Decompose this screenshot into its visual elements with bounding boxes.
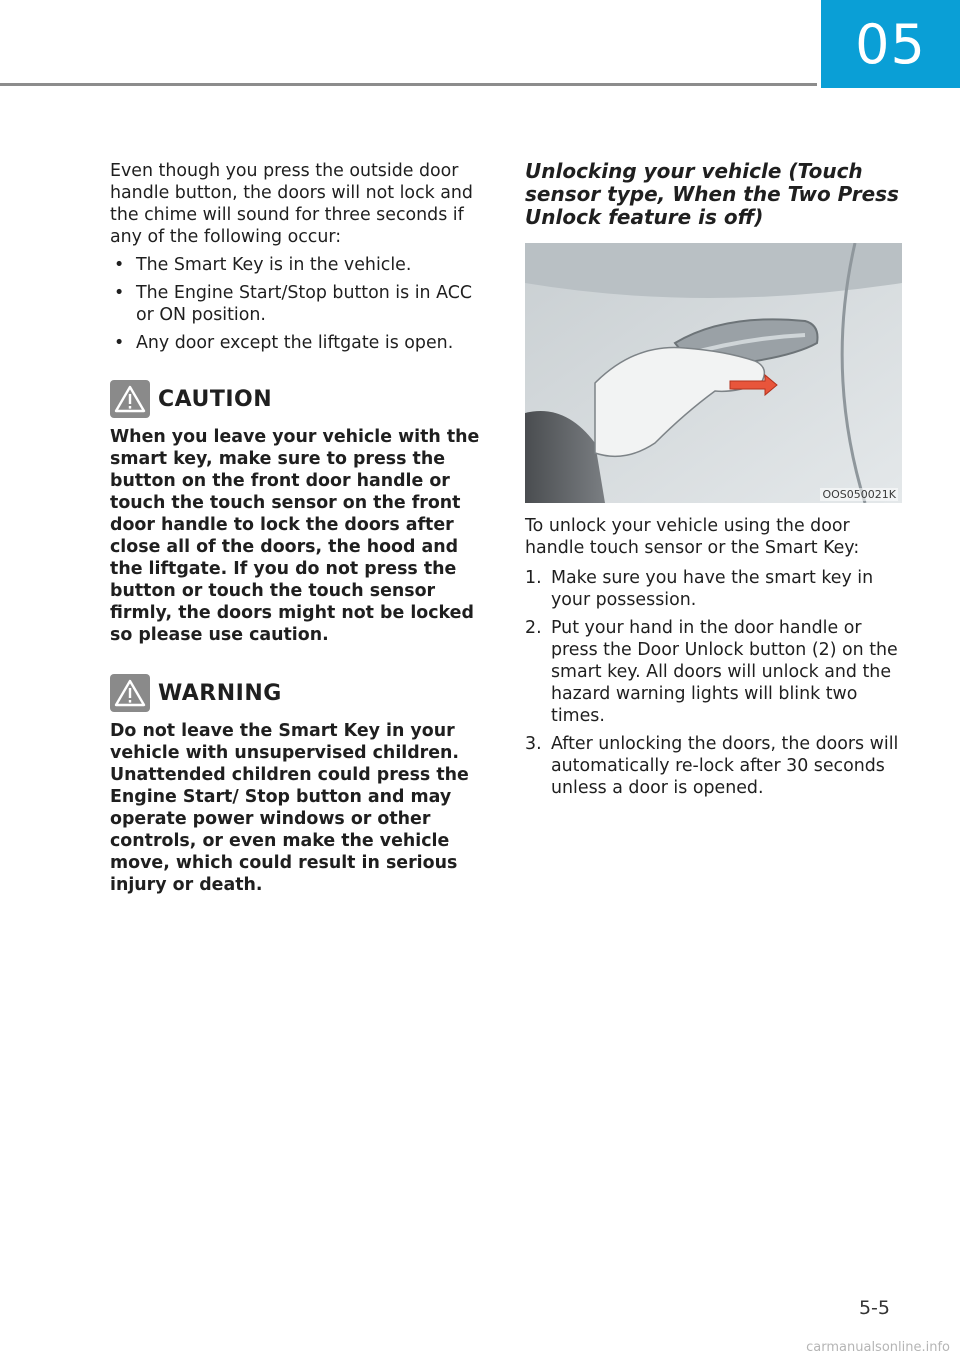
figure-code: OOS050021K <box>822 488 896 501</box>
bullet-icon: • <box>114 283 125 303</box>
bullet-icon: • <box>114 333 125 353</box>
warning-title: WARNING <box>158 680 282 706</box>
right-intro-paragraph: To unlock your vehicle using the door handle touch sensor or the Smart Key: <box>525 516 860 558</box>
watermark: carmanualsonline.info <box>806 1340 950 1355</box>
warning-text: Do not leave the Smart Key in your vehicle with unsupervised children. Unattended children could press the Engine Start/ Stop button and may operate power windows or other controls, or even make the vehicle move, which could result in serious injury or death. <box>110 721 469 895</box>
unlock-steps <box>525 567 905 799</box>
list-item: 1. Make sure you have the smart key in your possession. <box>525 568 874 610</box>
list-item: 2. Put your hand in the door handle or press the Door Unlock button (2) on the smart key. All doors will unlock and the hazard warning lights will blink two times. <box>525 618 898 726</box>
caution-text: When you leave your vehicle with the smart key, make sure to press the button on the front door handle or touch the touch sensor on the front door handle to lock the doors after close all of the doors, the hood and the liftgate. If you do not press the button or touch the touch sensor firmly, the doors might not be locked so please use caution. <box>110 427 480 645</box>
warning-triangle-icon <box>110 674 150 712</box>
caution-header <box>110 380 490 418</box>
warning-triangle-icon <box>110 380 150 418</box>
header-rule <box>0 83 817 86</box>
left-column <box>110 160 490 896</box>
right-column <box>525 160 905 805</box>
page-number: 5-5 <box>858 1297 890 1319</box>
condition-list <box>110 254 490 354</box>
warning-header <box>110 674 490 712</box>
list-item: • The Smart Key is in the vehicle. <box>114 255 412 275</box>
list-item: • The Engine Start/Stop button is in ACC or ON position. <box>114 283 472 325</box>
list-item: 3. After unlocking the doors, the doors will automatically re-lock after 30 seconds unless a door is opened. <box>525 734 899 798</box>
chapter-tab: 05 <box>821 0 960 88</box>
bullet-icon: • <box>114 255 125 275</box>
left-intro-paragraph: Even though you press the outside door handle button, the doors will not lock and the chime will sound for three seconds if any of the following occur: <box>110 161 473 247</box>
list-item: • Any door except the liftgate is open. <box>114 333 454 353</box>
door-handle-illustration <box>525 243 902 503</box>
door-handle-image <box>525 243 902 503</box>
section-title: Unlocking your vehicle (Touch sensor type, When the Two Press Unlock feature is off) <box>525 159 899 229</box>
caution-title: CAUTION <box>158 386 273 412</box>
